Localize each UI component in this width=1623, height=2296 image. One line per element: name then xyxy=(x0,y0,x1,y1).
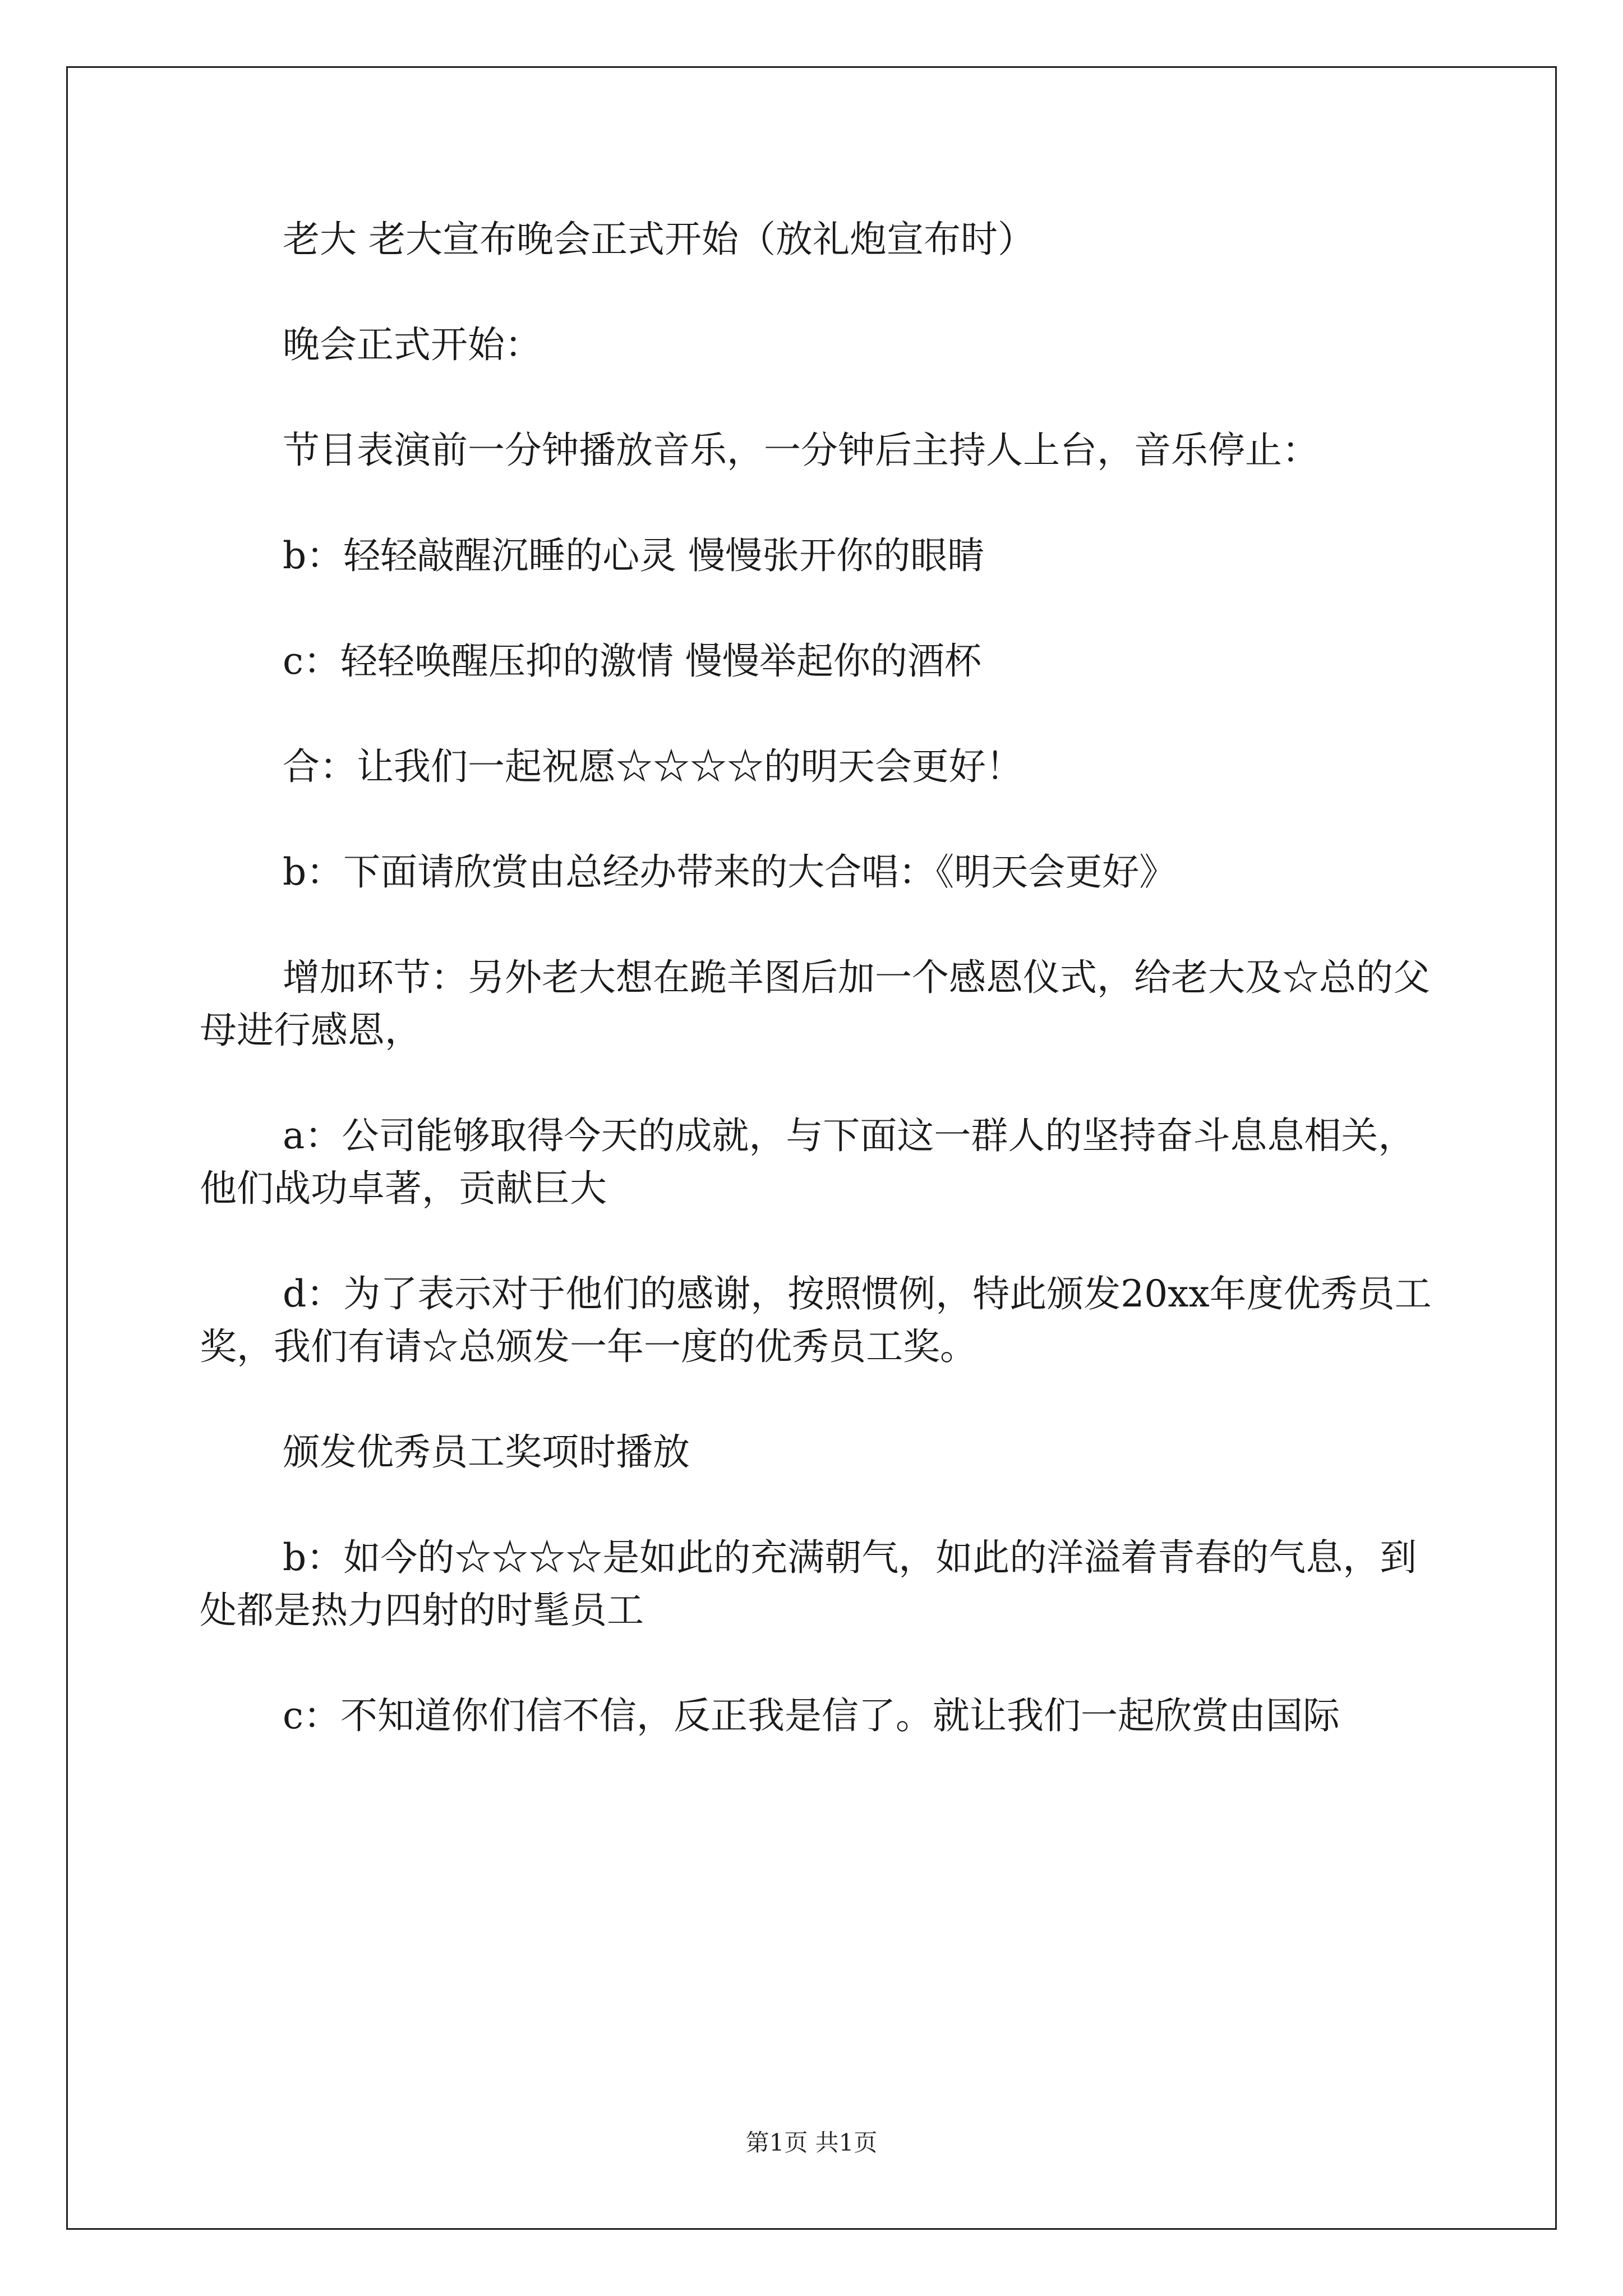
paragraph-extra-segment: 增加环节：另外老大想在跪羊图后加一个感恩仪式，给老大及☆总的父母进行感恩， xyxy=(200,956,1430,1052)
paragraph-music-cue: 节目表演前一分钟播放音乐，一分钟后主持人上台，音乐停止： xyxy=(283,429,1319,472)
paragraph-line-c2: c：不知道你们信不信，反正我是信了。就让我们一起欣赏由国际 xyxy=(283,1694,1340,1737)
paragraph-line-b3: b：如今的☆☆☆☆是如此的充满朝气，如此的洋溢着青春的气息，到处都是热力四射的时髦员工 xyxy=(200,1536,1417,1632)
page-number-footer: 第1页 共1页 xyxy=(745,2129,878,2156)
paragraph-line-a1: a：公司能够取得今天的成就，与下面这一群人的坚持奋斗息息相关，他们战功卓著，贡献巨大 xyxy=(200,1114,1415,1210)
document-body xyxy=(200,213,1433,1795)
paragraph-line-d1: d：为了表示对于他们的感谢，按照惯例，特此颁发20xx年度优秀员工奖，我们有请☆总颁发一年一度的优秀员工奖。 xyxy=(200,1272,1432,1368)
paragraph-line-c1: c：轻轻唤醒压抑的激情 慢慢举起你的酒杯 xyxy=(283,639,981,683)
paragraph-line-b2: b：下面请欣赏由总经办带来的大合唱：《明天会更好》 xyxy=(283,850,1177,894)
paragraph-award-cue: 颁发优秀员工奖项时播放 xyxy=(283,1430,690,1474)
paragraph-line-together: 合：让我们一起祝愿☆☆☆☆的明天会更好！ xyxy=(283,745,1023,788)
paragraph-start: 晚会正式开始： xyxy=(283,323,542,366)
paragraph-line-b1: b：轻轻敲醒沉睡的心灵 慢慢张开你的眼睛 xyxy=(283,534,985,577)
paragraph-opening: 老大 老大宣布晚会正式开始（放礼炮宣布时） xyxy=(283,218,1035,261)
